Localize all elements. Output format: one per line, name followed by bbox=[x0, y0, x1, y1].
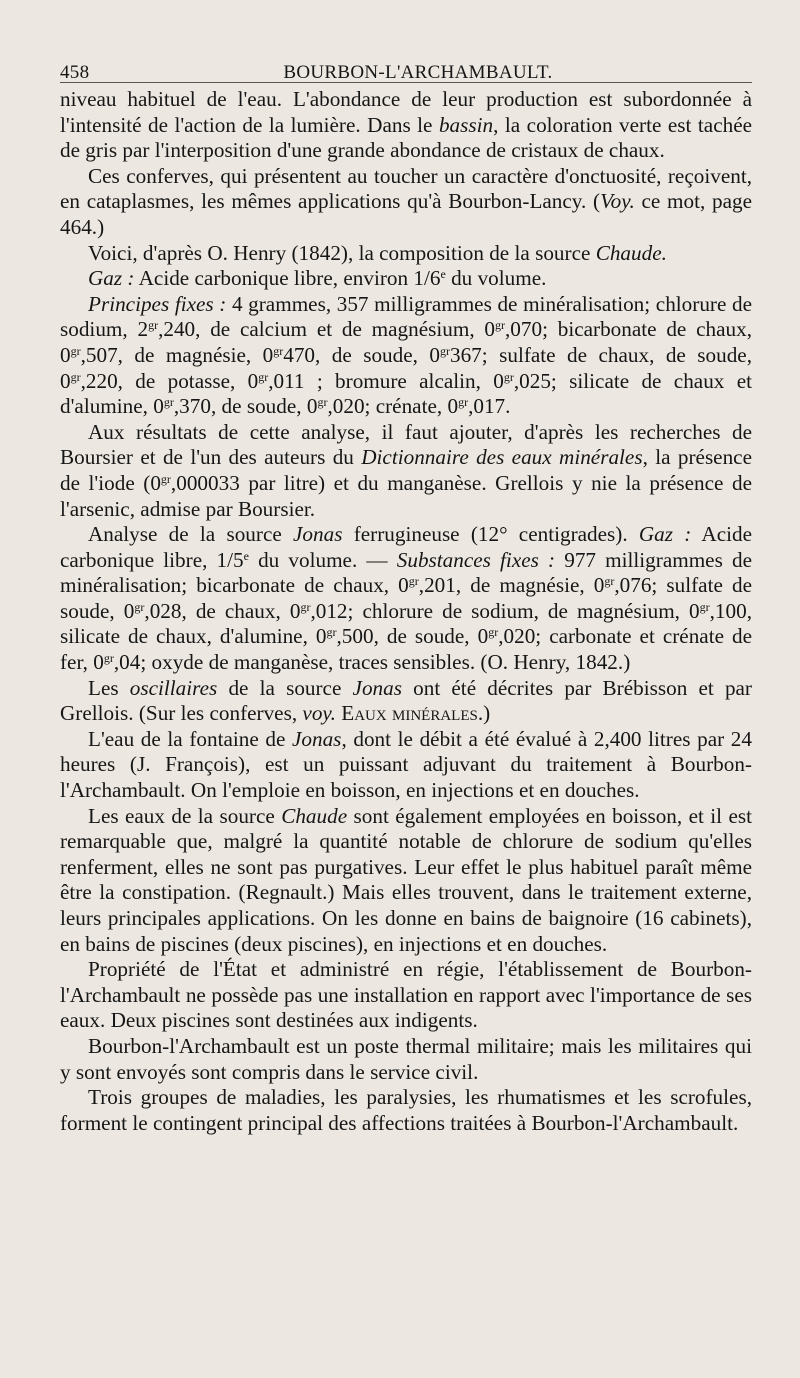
page-number: 458 bbox=[60, 62, 90, 83]
running-title: BOURBON-L'ARCHAMBAULT. bbox=[283, 62, 553, 83]
paragraph-continuation: niveau habituel de l'eau. L'abondance de leur production est subordonnée à l'intensité de l'action de la lumière. Dans le bassin, la coloration verte est tachée de gris par l'interposition d'une grande abondance de cristaux de chaux. bbox=[60, 87, 752, 163]
running-head bbox=[60, 52, 752, 83]
paragraph-resultats: Aux résultats de cette analyse, il faut ajouter, d'après les recherches de Boursier et de l'un des auteurs du Dictionnaire des eaux minérales, la présence de l'iode ($0^{gr},000033$ par litre) et du manganèse. Grellois y nie la présence de l'arsenic, admise par Boursier. bbox=[60, 419, 752, 521]
paragraph-analyse-jonas: Analyse de la source Jonas ferrugineuse (12° centigrades). Gaz : Acide carbonique libre, 1/5e du volume. — Substances fixes : 977 milligrammes de minéralisation; bicarbonate de chaux, $0^{gr},201$, de magnésie, $0^{gr},076$; sulfate de soude, $0^{gr},028$, de chaux, $0^{gr},012$; chlorure de sodium, de magnésium, $0^{gr},100$, silicate de chaux, d'alumine, $0^{gr},500$, de soude, $0^{gr},020$; carbonate et crénate de fer, $0^{gr},04$; oxyde de manganèse, traces sensibles. (O. Henry, 1842.) bbox=[60, 522, 752, 675]
paragraph-source-chaude: Les eaux de la source Chaude sont également employées en boisson, et il est remarquable que, malgré la quantité notable de chlorure de sodium qu'elles renferment, elles ne sont pas purgatives. Leur effet le plus habituel paraît même être la constipation. (Regnault.) Mais elles trouvent, dans le traitement externe, leurs principales applications. On les donne en bains de baignoire (16 cabinets), en bains de piscines (deux piscines), en injections et en douches. bbox=[60, 803, 752, 956]
paragraph-poste-militaire: Bourbon-l'Archambault est un poste thermal militaire; mais les militaires qui y sont envoyés sont compris dans le service civil. bbox=[60, 1033, 752, 1084]
paragraph-maladies: Trois groupes de maladies, les paralysies, les rhumatismes et les scrofules, forment le contingent principal des affections traitées à Bourbon-l'Archambault. bbox=[60, 1085, 752, 1135]
paragraph-etablissement: Propriété de l'État et administré en régie, l'établissement de Bourbon-l'Archambault ne possède pas une installation en rapport avec l'importance de ses eaux. Deux piscines sont destinées aux indigents. bbox=[60, 957, 752, 1033]
paragraph-principes-fixes: Principes fixes : 4 grammes, 357 milligrammes de minéralisation; chlorure de sodium, $2^{gr},240$, de calcium et de magnésium, $0^{gr},070$; bicarbonate de chaux, $0^{gr},507$, de magnésie, $0^{gr}470$, de soude, $0^{gr}367$; sulfate de chaux, de soude, $0^{gr},220$, de potasse, $0^{gr},011$ ; bromure alcalin, $0^{gr},025$; silicate de chaux et d'alumine, $0^{gr},370$, de soude, $0^{gr},020$; crénate, $0^{gr},017$. bbox=[60, 291, 752, 419]
paragraph-fontaine-jonas: L'eau de la fontaine de Jonas, dont le débit a été évalué à 2,400 litres par 24 heures (J. François), est un puissant adjuvant du traitement à Bourbon-l'Archambault. On l'emploie en boisson, en injections et en douches. bbox=[60, 726, 752, 803]
paragraph-gaz: Gaz : Acide carbonique libre, environ 1/6e du volume. bbox=[88, 266, 547, 291]
paragraph-composition-intro: Voici, d'après O. Henry (1842), la composition de la source Chaude. bbox=[88, 240, 667, 265]
paragraph-oscillaires: Les oscillaires de la source Jonas ont été décrites par Brébisson et par Grellois. (Sur les conferves, voy. Eaux minérales.) bbox=[60, 675, 752, 726]
paragraph-conferves: Ces conferves, qui présentent au toucher un caractère d'onctuosité, reçoivent, en cataplasmes, les mêmes applications qu'à Bourbon-Lancy. (Voy. ce mot, page 464.) bbox=[60, 163, 753, 239]
body-text bbox=[60, 87, 752, 1136]
